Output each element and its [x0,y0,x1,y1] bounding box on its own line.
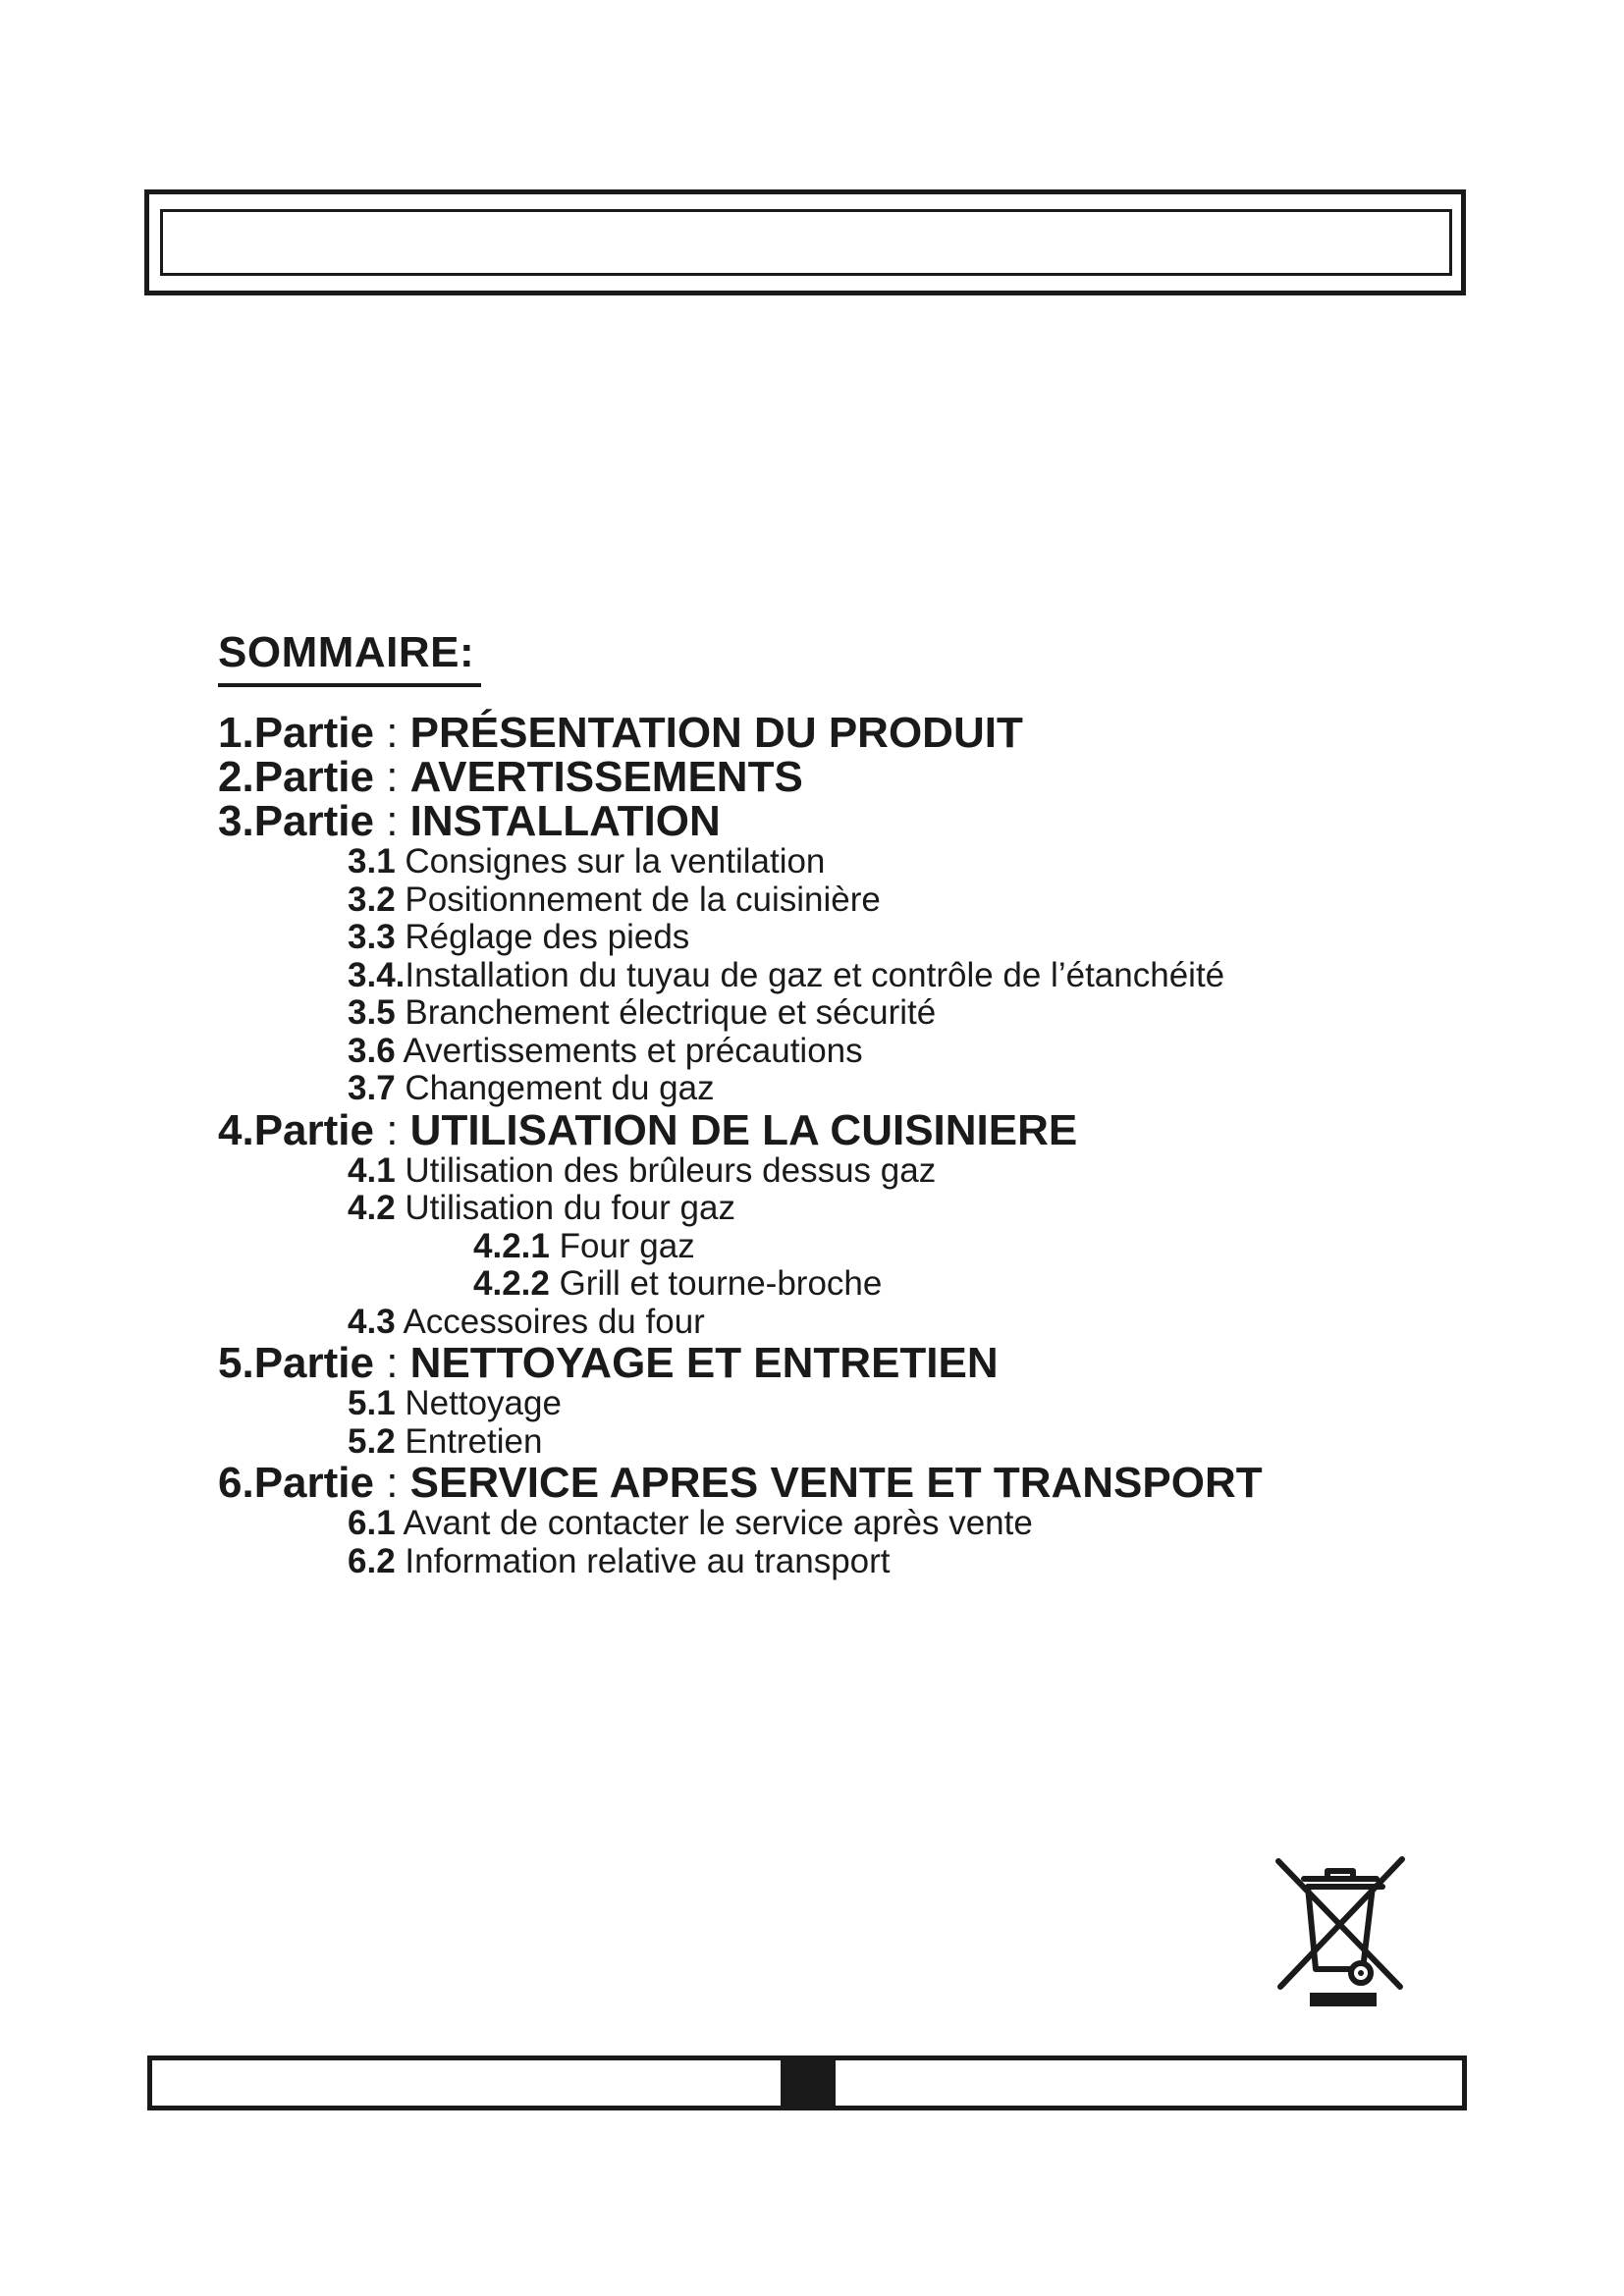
item-number: 3.1 [348,842,396,881]
item-number: 5.1 [348,1384,396,1422]
table-of-contents [218,711,1396,1580]
item-number: 4.2.2 [473,1264,550,1303]
toc-item-3-2 [218,881,1396,920]
part-title: INSTALLATION [409,797,721,845]
part-number: 5.Partie [218,1339,374,1387]
toc-title: SOMMAIRE: [218,628,475,676]
item-number: 6.2 [348,1541,396,1580]
item-number: 5.2 [348,1421,396,1461]
toc-item-6-2 [218,1543,1396,1581]
item-number: 3.6 [348,1031,396,1070]
toc-item-4-1 [218,1152,1396,1191]
toc-part-4 [218,1105,1396,1154]
item-text: Consignes sur la ventilation [395,842,826,881]
item-text: Avertissements et précautions [395,1031,863,1070]
part-title: SERVICE APRES VENTE ET TRANSPORT [409,1459,1263,1507]
item-text: Nettoyage [395,1384,562,1422]
toc-item-4-2-1 [218,1228,1396,1266]
part-number: 4.Partie [218,1105,374,1154]
part-number: 1.Partie [218,709,374,757]
part-separator: : [373,753,410,801]
item-text: Changement du gaz [395,1069,715,1107]
toc-item-3-5 [218,994,1396,1033]
toc-part-2 [218,755,1396,799]
item-text: Entretien [395,1421,543,1461]
toc-item-5-1 [218,1385,1396,1423]
toc-part-5 [218,1341,1396,1385]
item-number: 4.3 [348,1302,396,1341]
part-number: 3.Partie [218,797,374,845]
part-separator: : [373,709,410,757]
item-text: Four gaz [549,1226,695,1265]
part-separator: : [373,797,410,845]
item-number: 3.7 [348,1069,396,1107]
item-number: 4.2 [348,1189,396,1227]
toc-item-5-2 [218,1423,1396,1462]
toc-part-6 [218,1461,1396,1505]
part-separator: : [373,1459,410,1507]
toc-part-1 [218,711,1396,755]
header-frame-inner [160,209,1452,276]
item-text: Réglage des pieds [395,918,690,956]
part-title: AVERTISSEMENTS [409,753,803,801]
part-title: NETTOYAGE ET ENTRETIEN [409,1339,999,1387]
item-text: Branchement électrique et sécurité [395,993,937,1032]
item-number: 6.1 [348,1504,396,1542]
toc-part-3 [218,799,1396,843]
crossed-out-wheelie-bin-icon [1267,1853,1414,2010]
toc-item-4-2 [218,1190,1396,1228]
item-text: Positionnement de la cuisinière [395,880,881,919]
part-number: 6.Partie [218,1459,374,1507]
item-number: 3.4. [348,955,406,994]
toc-item-4-2-2 [218,1265,1396,1304]
item-text: Utilisation du four gaz [395,1189,735,1227]
toc-title-underline [218,683,481,687]
item-number: 3.5 [348,993,396,1032]
toc-item-3-7 [218,1070,1396,1108]
item-text: Utilisation des brûleurs dessus gaz [395,1150,937,1190]
toc-item-3-3 [218,919,1396,957]
part-separator: : [373,1105,410,1154]
page-number-block [781,2056,836,2110]
toc-item-3-1 [218,843,1396,881]
item-number: 3.2 [348,880,396,919]
part-title: UTILISATION DE LA CUISINIERE [409,1105,1078,1154]
toc-item-4-3 [218,1304,1396,1342]
item-text: Avant de contacter le service après vente [395,1504,1033,1542]
item-number: 3.3 [348,918,396,956]
item-text: Installation du tuyau de gaz et contrôle de l’étanchéité [405,955,1225,994]
item-text: Grill et tourne-broche [549,1264,883,1303]
item-number: 4.1 [348,1150,396,1190]
toc-item-3-4 [218,957,1396,995]
part-number: 2.Partie [218,753,374,801]
item-text: Information relative au transport [395,1541,891,1580]
part-separator: : [373,1339,410,1387]
item-text: Accessoires du four [395,1302,705,1341]
toc-item-6-1 [218,1505,1396,1543]
item-number: 4.2.1 [473,1226,550,1265]
toc-item-3-6 [218,1033,1396,1071]
part-title: PRÉSENTATION DU PRODUIT [409,709,1023,757]
